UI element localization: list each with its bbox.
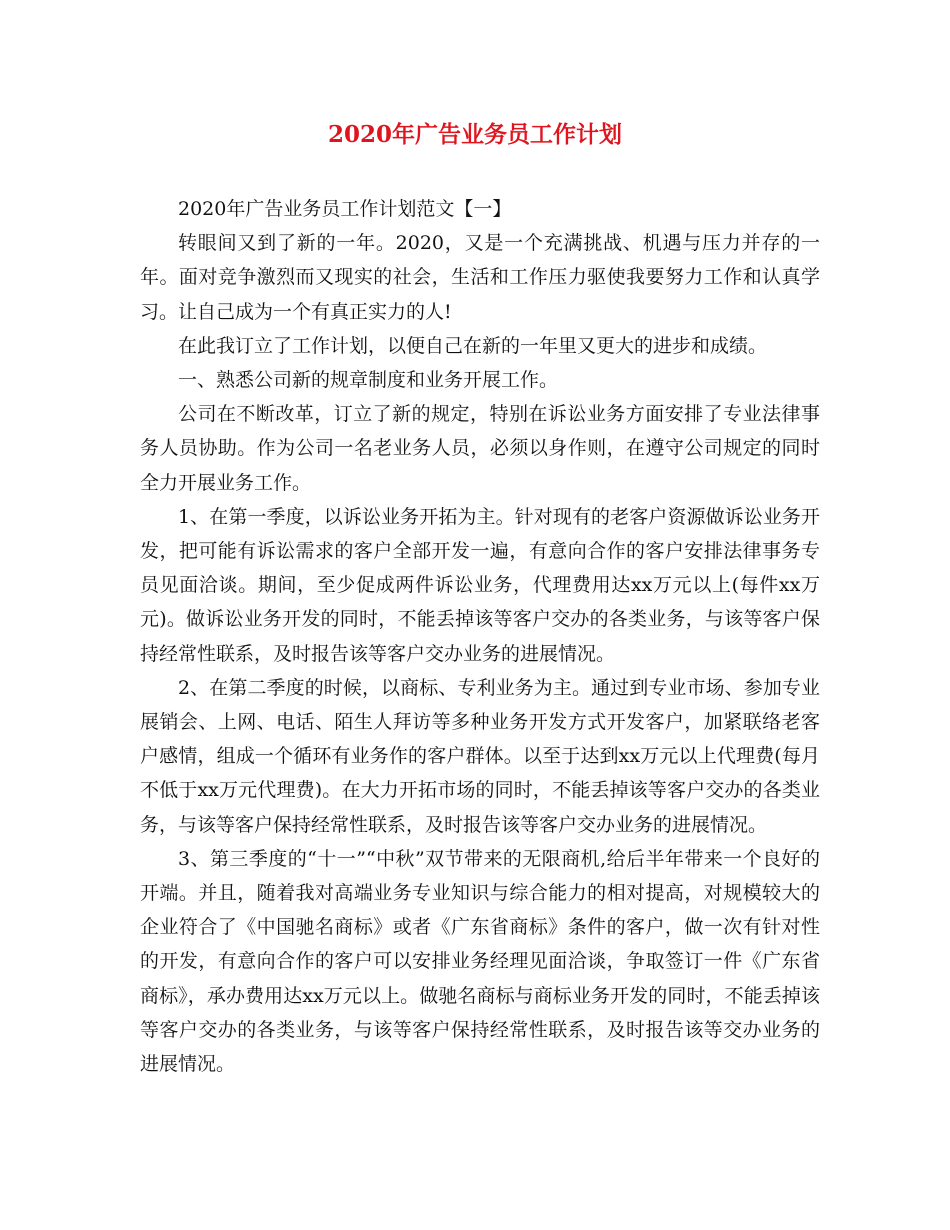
document-body bbox=[140, 192, 820, 1081]
paragraph-q2: 2、在第二季度的时候，以商标、专利业务为主。通过到专业市场、参加专业展销会、上网、电话、陌生人拜访等多种业务开发方式开发客户，加紧联络老客户感情，组成一个循环有业务作的客户群体。以至于达到xx万元以上代理费(每月不低于xx万元代理费)。在大力开拓市场的同时，不能丢掉该等客户交办的各类业务，与该等客户保持经常性联系，及时报告该等客户交办业务的进展情况。 bbox=[140, 676, 820, 836]
paragraph-intro: 转眼间又到了新的一年。2020，又是一个充满挑战、机遇与压力并存的一年。面对竞争激烈而又现实的社会，生活和工作压力驱使我要努力工作和认真学习。让自己成为一个有真正实力的人! bbox=[140, 232, 820, 323]
paragraph-section-heading: 2020年广告业务员工作计划范文【一】 bbox=[178, 198, 512, 220]
paragraph-company-reform: 公司在不断改革，订立了新的规定，特别在诉讼业务方面安排了专业法律事务人员协助。作为公司一名老业务人员，必须以身作则，在遵守公司规定的同时全力开展业务工作。 bbox=[140, 403, 820, 494]
paragraph-q1: 1、在第一季度，以诉讼业务开拓为主。针对现有的老客户资源做诉讼业务开发，把可能有诉讼需求的客户全部开发一遍，有意向合作的客户安排法律事务专员见面洽谈。期间，至少促成两件诉讼业务，代理费用达xx万元以上(每件xx万元)。做诉讼业务开发的同时，不能丢掉该等客户交办的各类业务，与该等客户保持经常性联系，及时报告该等客户交办业务的进展情况。 bbox=[140, 505, 820, 665]
paragraph-heading-one: 一、熟悉公司新的规章制度和业务开展工作。 bbox=[178, 369, 559, 392]
document-title: 2020年广告业务员工作计划 bbox=[327, 121, 622, 148]
paragraph-plan-statement: 在此我订立了工作计划，以便自己在新的一年里又更大的进步和成绩。 bbox=[178, 334, 768, 357]
paragraph-q3: 3、第三季度的“十一”“中秋”双节带来的无限商机,给后半年带来一个良好的开端。并且，随着我对高端业务专业知识与综合能力的相对提高，对规模较大的企业符合了《中国驰名商标》或者《广东省商标》条件的客户，做一次有针对性的开发，有意向合作的客户可以安排业务经理见面洽谈，争取签订一件《广东省商标》，承办费用达xx万元以上。做驰名商标与商标业务开发的同时，不能丢掉该等客户交办的各类业务，与该等客户保持经常性联系，及时报告该等交办业务的进展情况。 bbox=[140, 847, 820, 1076]
